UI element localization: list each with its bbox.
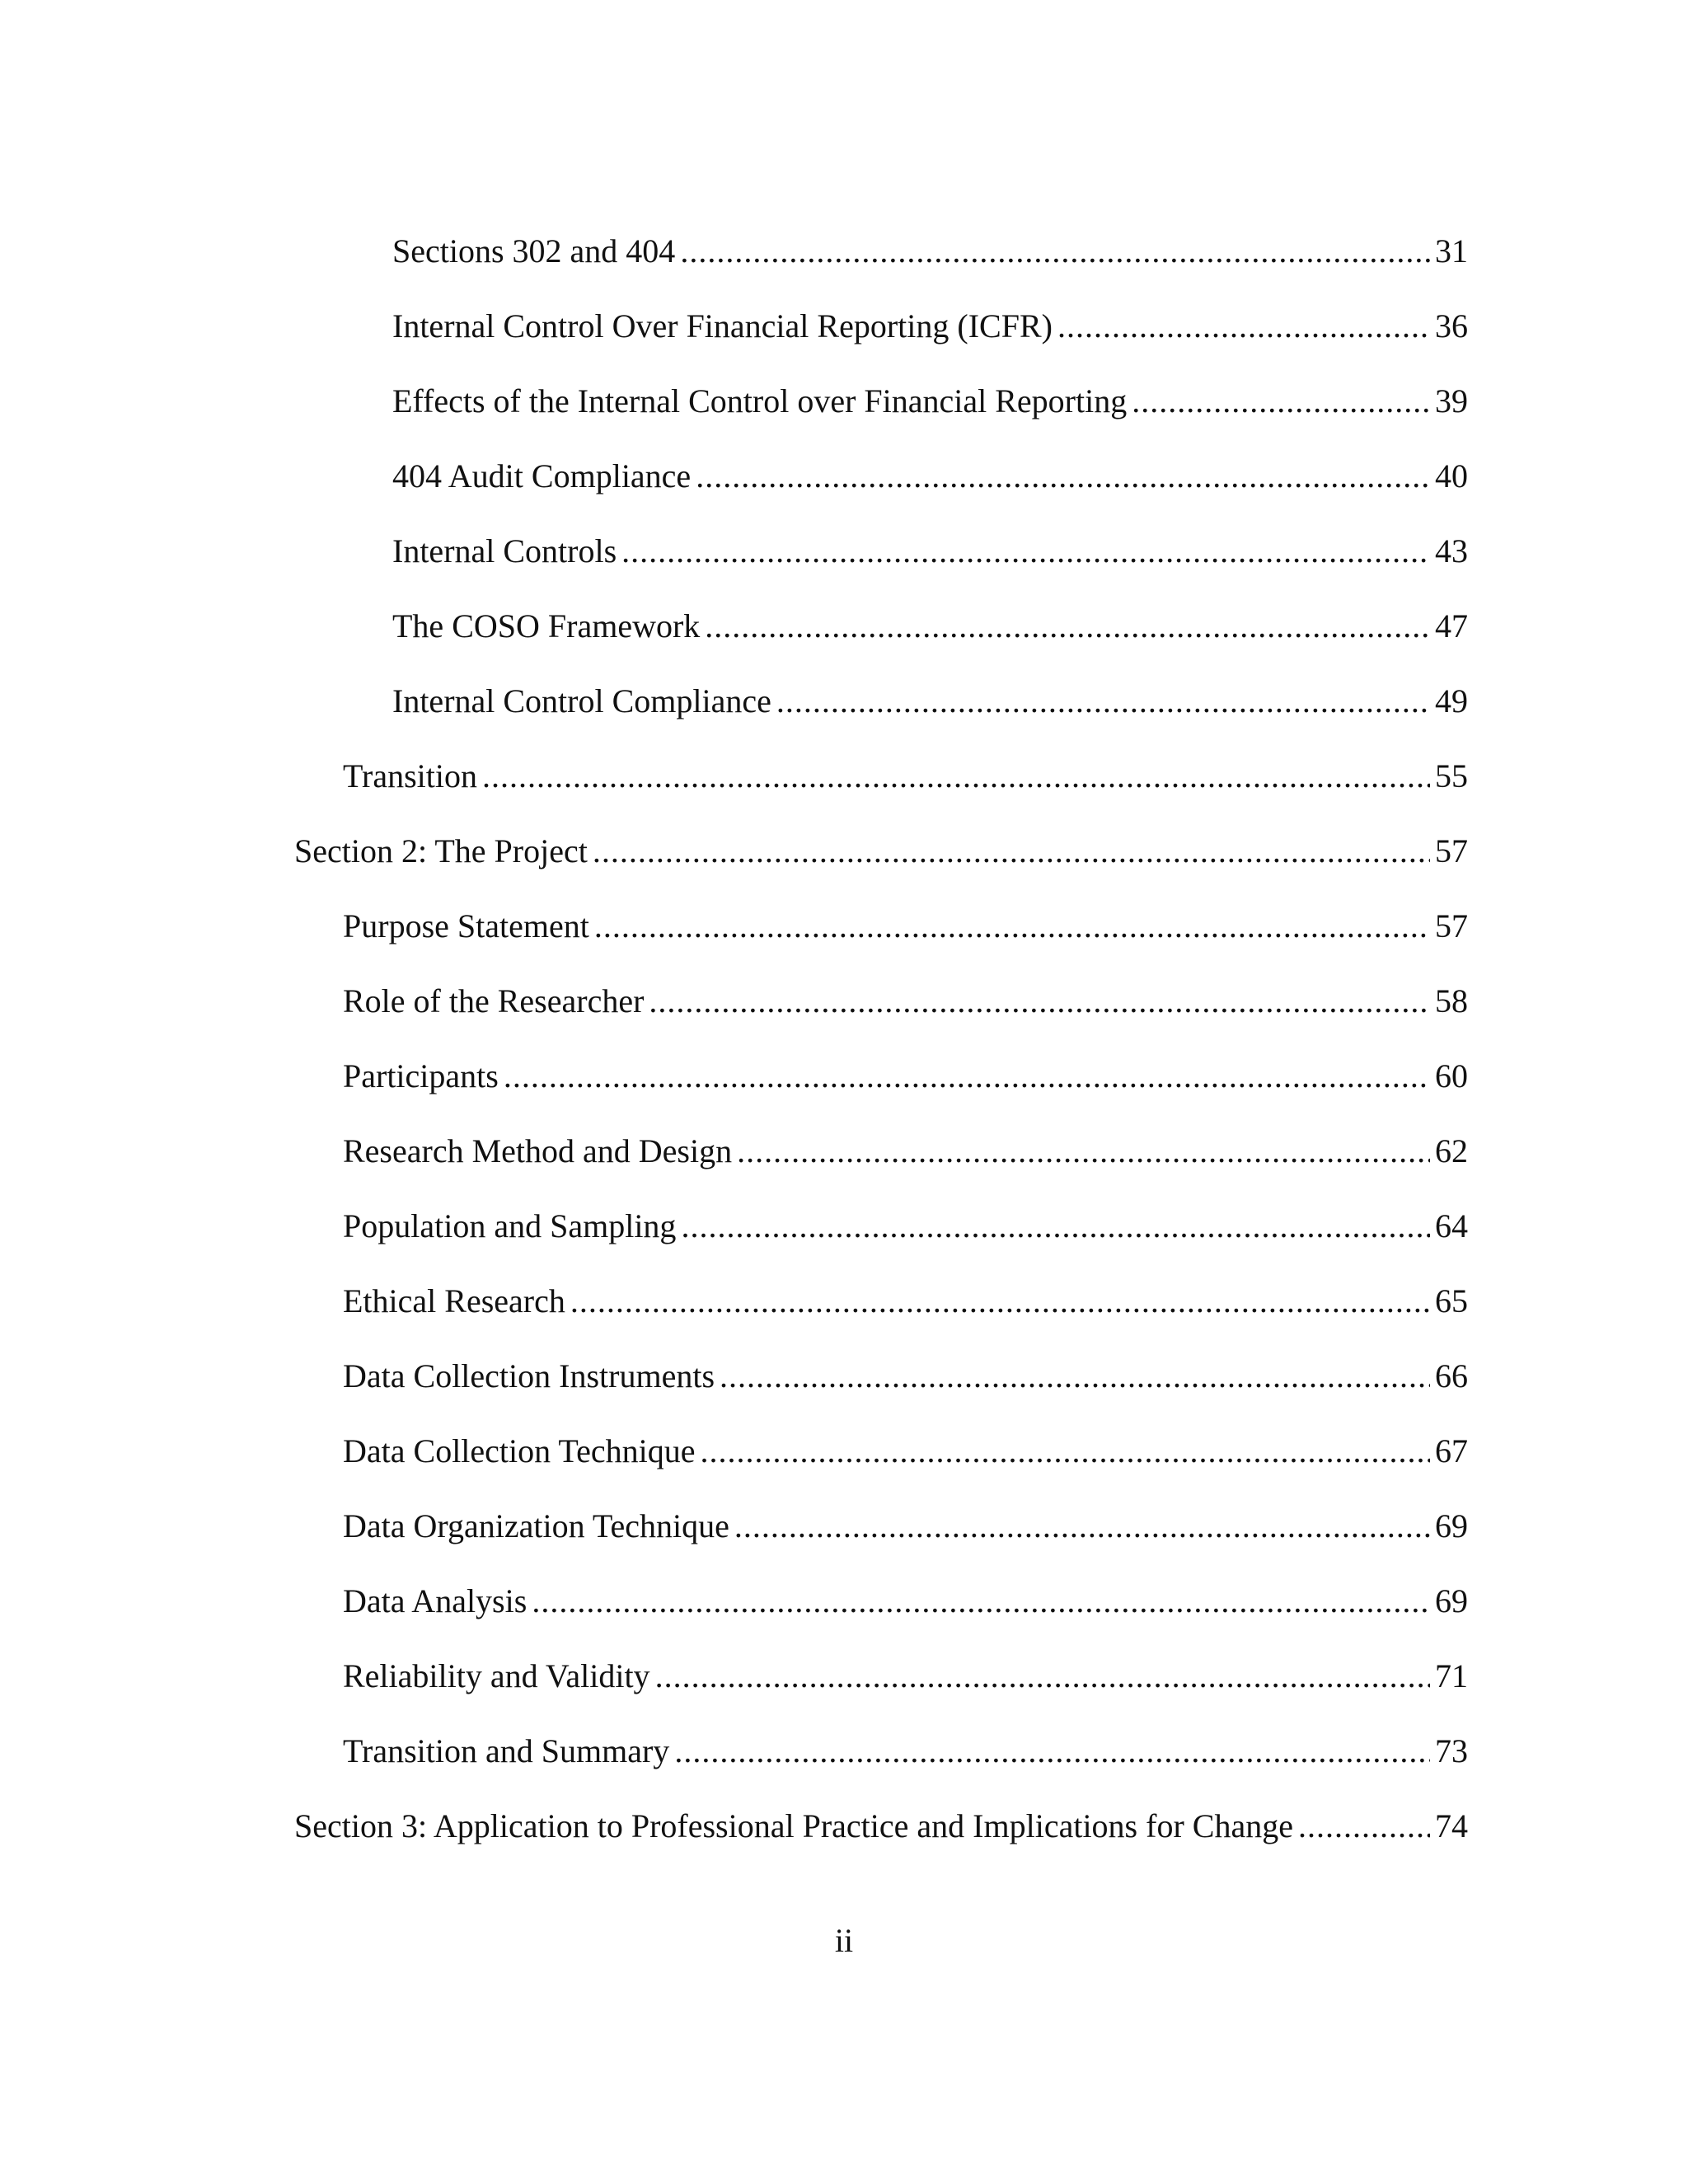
dot-leader — [700, 1431, 1430, 1472]
dot-leader — [621, 531, 1430, 572]
toc-entry-title: Data Organization Technique — [343, 1507, 729, 1544]
toc-entry-page: 39 — [1435, 382, 1468, 419]
toc-entry-ethical-research[interactable] — [343, 1281, 1468, 1322]
toc-entry-sections-302-404[interactable] — [392, 231, 1468, 272]
toc-entry-page: 69 — [1435, 1507, 1468, 1544]
toc-entry-section-2[interactable] — [294, 831, 1468, 872]
dot-leader — [593, 831, 1430, 872]
toc-entry-title: Transition and Summary — [343, 1732, 670, 1769]
toc-entry-title: Reliability and Validity — [343, 1657, 650, 1694]
toc-entry-title: The COSO Framework — [392, 607, 701, 644]
dot-leader — [504, 1056, 1430, 1097]
toc-entry-page: 58 — [1435, 982, 1468, 1019]
dot-leader — [532, 1581, 1430, 1622]
toc-entry-data-collection-instruments[interactable] — [343, 1356, 1468, 1397]
toc-entry-transition[interactable] — [343, 756, 1468, 797]
dot-leader — [649, 981, 1430, 1022]
toc-entry-title: Section 2: The Project — [294, 832, 588, 869]
toc-entry-section-3[interactable] — [294, 1806, 1468, 1847]
toc-entry-icfr[interactable] — [392, 306, 1468, 347]
toc-entry-page: 64 — [1435, 1207, 1468, 1244]
toc-entry-page: 57 — [1435, 832, 1468, 869]
toc-entry-title: Sections 302 and 404 — [392, 232, 676, 269]
dot-leader — [674, 1731, 1430, 1772]
toc-entry-page: 55 — [1435, 757, 1468, 794]
toc-entry-title: Data Analysis — [343, 1582, 528, 1619]
toc-entry-title: Section 3: Application to Professional Practice and Implications for Change — [294, 1807, 1293, 1844]
toc-entry-research-method-design[interactable] — [343, 1131, 1468, 1172]
dot-leader — [1057, 306, 1430, 347]
dot-leader — [720, 1356, 1430, 1397]
dot-leader — [705, 606, 1430, 647]
toc-entry-title: Transition — [343, 757, 478, 794]
toc-entry-purpose-statement[interactable] — [343, 906, 1468, 947]
toc-entry-page: 40 — [1435, 457, 1468, 494]
toc-entry-role-of-researcher[interactable] — [343, 981, 1468, 1022]
dot-leader — [734, 1506, 1430, 1547]
toc-entry-page: 69 — [1435, 1582, 1468, 1619]
toc-entry-reliability-validity[interactable] — [343, 1656, 1468, 1697]
dot-leader — [482, 756, 1430, 797]
toc-entry-page: 67 — [1435, 1432, 1468, 1469]
toc-entry-page: 57 — [1435, 907, 1468, 944]
dot-leader — [696, 456, 1430, 497]
toc-entry-page: 36 — [1435, 307, 1468, 344]
toc-entry-title: Data Collection Technique — [343, 1432, 696, 1469]
toc-entry-page: 60 — [1435, 1057, 1468, 1094]
page-number: ii — [834, 1922, 854, 1959]
toc-entry-page: 74 — [1435, 1807, 1468, 1844]
dot-leader — [776, 681, 1430, 722]
toc-entry-data-collection-technique[interactable] — [343, 1431, 1468, 1472]
toc-entry-transition-summary[interactable] — [343, 1731, 1468, 1772]
toc-entry-page: 49 — [1435, 682, 1468, 719]
toc-entry-title: Research Method and Design — [343, 1132, 733, 1169]
toc-entry-title: Data Collection Instruments — [343, 1357, 715, 1394]
toc-entry-page: 62 — [1435, 1132, 1468, 1169]
toc-entry-title: Ethical Research — [343, 1282, 565, 1319]
toc-entry-title: Purpose Statement — [343, 907, 589, 944]
toc-entry-page: 71 — [1435, 1657, 1468, 1694]
toc-entry-page: 47 — [1435, 607, 1468, 644]
toc-entry-title: Population and Sampling — [343, 1207, 677, 1244]
toc-entry-participants[interactable] — [343, 1056, 1468, 1097]
toc-entry-title: Internal Control Over Financial Reporting (ICFR) — [392, 307, 1053, 344]
dot-leader — [737, 1131, 1430, 1172]
dot-leader — [655, 1656, 1430, 1697]
toc-entry-title: Effects of the Internal Control over Financial Reporting — [392, 382, 1128, 419]
toc-entry-title: Internal Controls — [392, 532, 617, 569]
toc-entry-title: Internal Control Compliance — [392, 682, 771, 719]
dot-leader — [1132, 381, 1430, 422]
toc-entry-title: Participants — [343, 1057, 499, 1094]
toc-entry-population-sampling[interactable] — [343, 1206, 1468, 1247]
toc-entry-page: 73 — [1435, 1732, 1468, 1769]
dot-leader — [594, 906, 1430, 947]
dot-leader — [570, 1281, 1430, 1322]
toc-entry-title: 404 Audit Compliance — [392, 457, 692, 494]
dot-leader — [1298, 1806, 1430, 1847]
dot-leader — [680, 231, 1430, 272]
toc-entry-effects-icfr[interactable] — [392, 381, 1468, 422]
toc-entry-coso-framework[interactable] — [392, 606, 1468, 647]
toc-entry-404-audit-compliance[interactable] — [392, 456, 1468, 497]
toc-entry-page: 31 — [1435, 232, 1468, 269]
toc-entry-data-analysis[interactable] — [343, 1581, 1468, 1622]
toc-entry-internal-control-compliance[interactable] — [392, 681, 1468, 722]
toc-entry-data-organization-technique[interactable] — [343, 1506, 1468, 1547]
toc-entry-title: Role of the Researcher — [343, 982, 645, 1019]
toc-entry-page: 43 — [1435, 532, 1468, 569]
dot-leader — [681, 1206, 1430, 1247]
toc-entry-page: 66 — [1435, 1357, 1468, 1394]
toc-entry-page: 65 — [1435, 1282, 1468, 1319]
toc-entry-internal-controls[interactable] — [392, 531, 1468, 572]
